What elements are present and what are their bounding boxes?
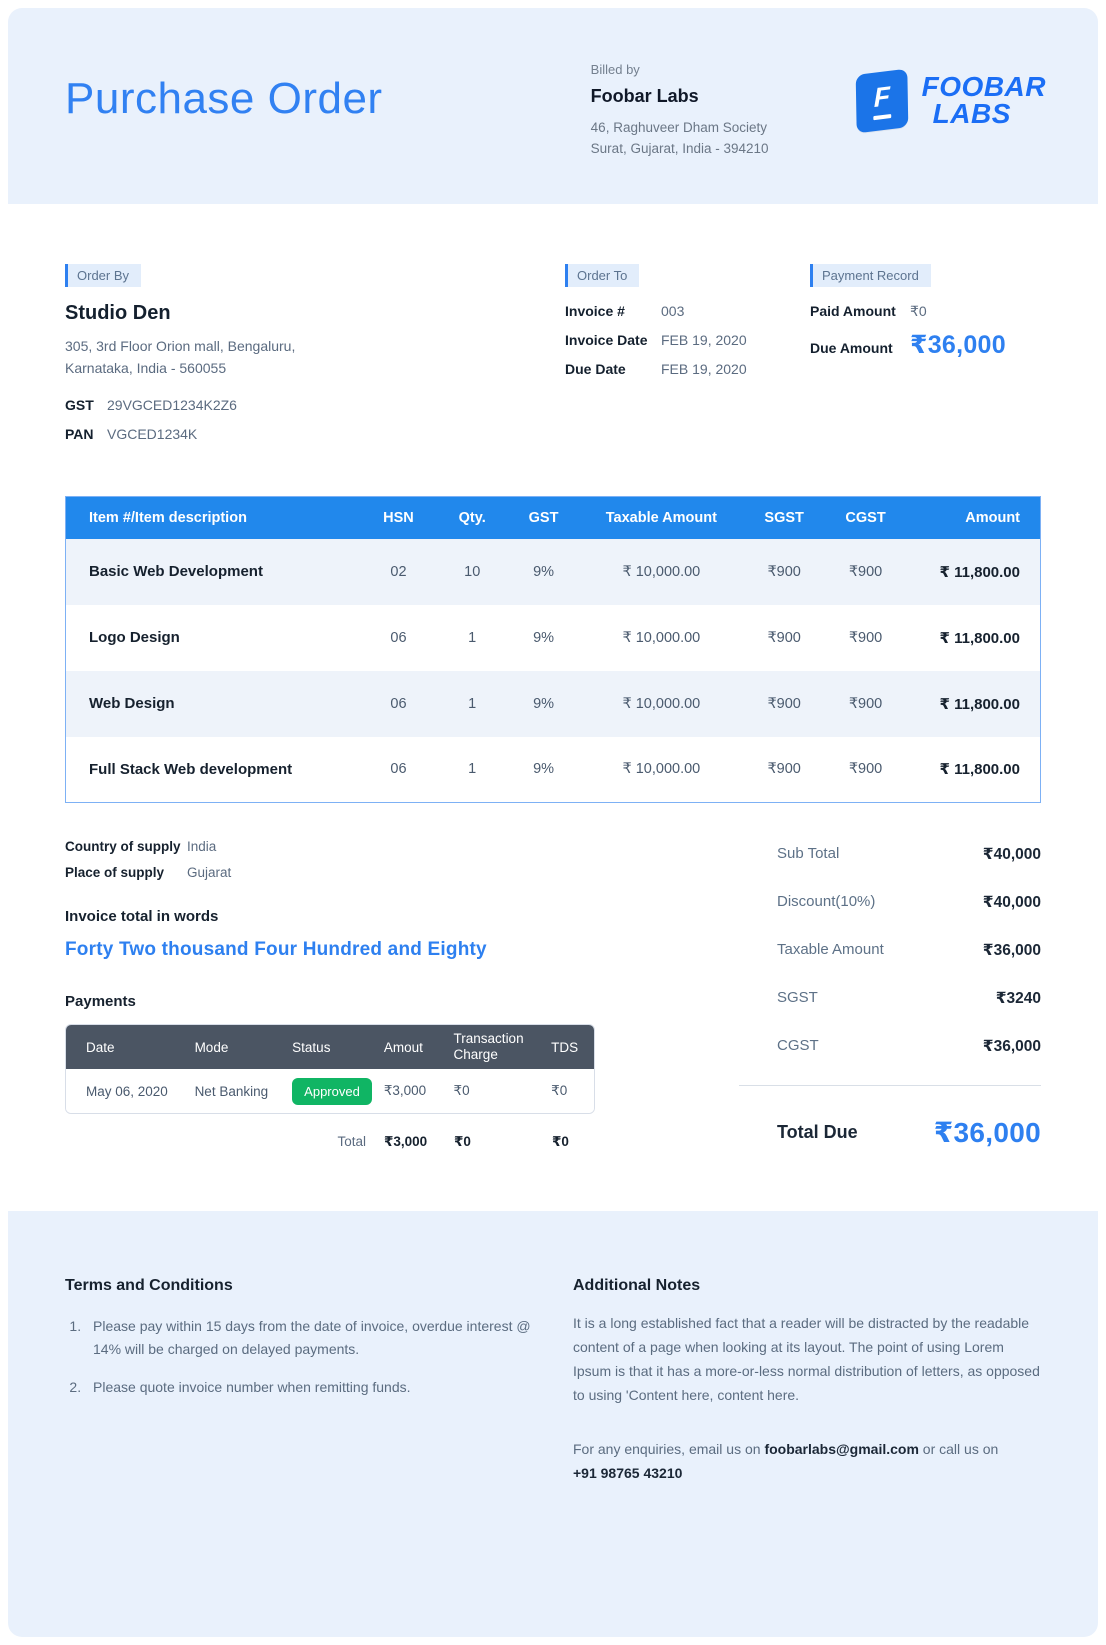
total-due-value: ₹36,000 [933, 1117, 1041, 1148]
billed-by-address-line2: Surat, Gujarat, India - 394210 [590, 141, 769, 156]
sgst-label: SGST [777, 989, 818, 1006]
payment-row [66, 1069, 594, 1113]
pan-value: VGCED1234K [107, 426, 198, 442]
sgst-row [739, 989, 1041, 1008]
payments-table [65, 1024, 595, 1114]
order-by-address-line1: 305, 3rd Floor Orion mall, Bengaluru, [65, 338, 296, 354]
billed-by-address [591, 117, 856, 159]
notes-title: Additional Notes [573, 1276, 701, 1294]
document-body [8, 204, 1098, 1211]
discount-row [739, 893, 1041, 912]
terms-section [65, 1277, 535, 1577]
country-of-supply-value: India [187, 839, 217, 854]
payments-col-mode: Mode [194, 1039, 229, 1055]
payments-col-tds: TDS [551, 1039, 579, 1055]
payments-title: Payments [65, 993, 136, 1010]
item-taxable: ₹ 10,000.00 [580, 539, 742, 605]
subtotal-row [739, 845, 1041, 864]
item-taxable: ₹ 10,000.00 [580, 605, 742, 671]
item-hsn: 02 [359, 539, 438, 605]
payments-col-date: Date [86, 1039, 115, 1055]
payments-col-status: Status [292, 1039, 331, 1055]
item-name: Web Design [66, 671, 360, 737]
col-amount: Amount [905, 497, 1040, 539]
table-row [66, 605, 1041, 671]
taxable-amount-value: ₹36,000 [982, 942, 1041, 959]
billed-by-name: Foobar Labs [590, 86, 699, 106]
due-date-value: FEB 19, 2020 [661, 361, 747, 377]
table-row [66, 737, 1041, 803]
order-by-name: Studio Den [65, 302, 171, 324]
payments-col-amount: Amout [383, 1039, 423, 1055]
cgst-value: ₹36,000 [982, 1038, 1041, 1055]
due-amount-label: Due Amount [810, 340, 893, 356]
item-name: Full Stack Web development [66, 737, 360, 803]
terms-item: 1. Please pay within 15 days from the date of invoice, overdue interest @ 14% will be charged on delayed payments. [85, 1315, 535, 1361]
payments-total-transaction-charge: ₹0 [454, 1134, 471, 1150]
country-of-supply-label: Country of supply [65, 839, 181, 854]
terms-item: 2. Please quote invoice number when remitting funds. [85, 1376, 535, 1399]
gst-row [65, 397, 565, 413]
item-gst: 9% [507, 605, 581, 671]
parties-row [65, 264, 1041, 442]
order-to-rows [565, 303, 810, 377]
place-of-supply-label: Place of supply [65, 865, 165, 880]
subtotal-value: ₹40,000 [982, 846, 1041, 863]
enquiry-middle: or call us on [918, 1440, 999, 1457]
billed-by-label: Billed by [590, 62, 640, 77]
item-amount: ₹ 11,800.00 [905, 539, 1040, 605]
items-table-header [66, 497, 1041, 539]
page-title: Purchase Order [65, 74, 383, 123]
col-item-description: Item #/Item description [66, 497, 360, 539]
total-in-words-value: Forty Two thousand Four Hundred and Eighty [65, 939, 487, 960]
summary-panel [739, 845, 1041, 1157]
item-amount: ₹ 11,800.00 [905, 605, 1040, 671]
status-badge: Approved [292, 1078, 372, 1105]
table-row [66, 671, 1041, 737]
due-date-row [565, 361, 810, 377]
header-band [8, 8, 1098, 204]
item-taxable: ₹ 10,000.00 [580, 671, 742, 737]
invoice-date-value: FEB 19, 2020 [661, 332, 747, 348]
item-cgst: ₹900 [826, 671, 905, 737]
spacer [190, 1128, 288, 1156]
payments-total-amount: ₹3,000 [384, 1134, 428, 1150]
payment-transaction-charge: ₹0 [453, 1083, 470, 1099]
payment-amount: ₹3,000 [383, 1083, 427, 1099]
notes-body: It is a long established fact that a reader will be distracted by the readable content of a page when looking at its layout. The point of using Lorem Ipsum is that it has a more-or-less normal distribution of letters, as opposed to using 'Content here, content here. [573, 1314, 1040, 1403]
order-to-section [565, 264, 810, 390]
logo-monogram-badge [855, 69, 908, 134]
due-date-label: Due Date [565, 361, 626, 377]
total-in-words-label: Invoice total in words [65, 908, 219, 925]
item-sgst: ₹900 [742, 605, 826, 671]
logo-wordmark [921, 71, 1046, 129]
paid-amount-value: ₹0 [910, 303, 927, 319]
spacer [65, 1128, 190, 1156]
invoice-number-value: 003 [661, 303, 685, 319]
order-by-section [65, 264, 565, 442]
footer-band [8, 1211, 1098, 1637]
item-name: Basic Web Development [66, 539, 360, 605]
payment-record-section [810, 264, 1041, 370]
discount-label: Discount(10%) [777, 893, 876, 910]
lower-left-column [65, 839, 625, 1157]
logo-monogram: F [873, 80, 891, 113]
col-gst: GST [507, 497, 581, 539]
order-by-chip: Order By [65, 264, 141, 287]
logo-wordmark-line2: LABS [932, 98, 1011, 129]
paid-amount-row [810, 303, 1041, 320]
item-gst: 9% [507, 539, 581, 605]
order-to-chip: Order To [565, 264, 639, 287]
foobar-labs-logo [856, 72, 1046, 130]
col-sgst: SGST [742, 497, 826, 539]
order-by-address [65, 335, 565, 379]
item-qty: 10 [438, 539, 507, 605]
enquiry-email: foobarlabs@gmail.com [764, 1440, 919, 1457]
gst-label: GST [65, 397, 94, 413]
col-qty: Qty. [438, 497, 507, 539]
invoice-number-row [565, 303, 810, 319]
taxable-amount-label: Taxable Amount [777, 941, 884, 958]
payments-col-transaction-charge: Transaction Charge [453, 1031, 524, 1063]
item-name: Logo Design [66, 605, 360, 671]
item-sgst: ₹900 [742, 737, 826, 803]
payment-mode: Net Banking [194, 1083, 269, 1099]
discount-value: ₹40,000 [982, 894, 1041, 911]
paid-amount-label: Paid Amount [810, 303, 896, 319]
subtotal-label: Sub Total [777, 845, 840, 862]
cgst-row [739, 1037, 1041, 1056]
sgst-value: ₹3240 [995, 990, 1041, 1007]
table-row [66, 539, 1041, 605]
billed-by-address-line1: 46, Raghuveer Dham Society [590, 120, 768, 135]
order-by-address-line2: Karnataka, India - 560055 [65, 360, 227, 376]
item-hsn: 06 [359, 605, 438, 671]
item-sgst: ₹900 [742, 671, 826, 737]
item-gst: 9% [507, 671, 581, 737]
col-taxable-amount: Taxable Amount [580, 497, 742, 539]
place-of-supply-value: Gujarat [187, 865, 232, 880]
item-amount: ₹ 11,800.00 [905, 737, 1040, 803]
payments-total-label: Total [337, 1134, 366, 1150]
invoice-date-label: Invoice Date [565, 332, 648, 348]
document-card [8, 8, 1098, 1637]
total-due-label: Total Due [777, 1122, 858, 1142]
item-qty: 1 [438, 671, 507, 737]
logo-underline-icon [873, 113, 891, 119]
taxable-amount-row [739, 941, 1041, 960]
invoice-date-row [565, 332, 810, 348]
payment-date: May 06, 2020 [86, 1083, 168, 1099]
payments-total-tds: ₹0 [552, 1134, 569, 1150]
pan-row [65, 426, 565, 442]
enquiry-prefix: For any enquiries, email us on [573, 1440, 765, 1457]
payment-record-chip: Payment Record [810, 264, 931, 287]
gst-value: 29VGCED1234K2Z6 [107, 397, 237, 413]
lower-section [65, 839, 1041, 1157]
billed-by-block [591, 62, 856, 159]
item-hsn: 06 [359, 737, 438, 803]
enquiry-phone: +91 98765 43210 [573, 1464, 683, 1481]
item-cgst: ₹900 [826, 539, 905, 605]
total-due-row [739, 1116, 1041, 1149]
payment-record-rows [810, 303, 1041, 360]
pan-label: PAN [65, 426, 94, 442]
place-of-supply-row [65, 865, 625, 880]
additional-notes-section [573, 1277, 1041, 1577]
summary-divider [739, 1085, 1041, 1086]
items-table [65, 496, 1041, 803]
item-taxable: ₹ 10,000.00 [580, 737, 742, 803]
item-cgst: ₹900 [826, 605, 905, 671]
enquiry-line [573, 1437, 1041, 1485]
cgst-label: CGST [777, 1037, 819, 1054]
item-gst: 9% [507, 737, 581, 803]
item-qty: 1 [438, 605, 507, 671]
payment-tds: ₹0 [551, 1083, 568, 1099]
item-amount: ₹ 11,800.00 [905, 671, 1040, 737]
item-cgst: ₹900 [826, 737, 905, 803]
item-hsn: 06 [359, 671, 438, 737]
col-cgst: CGST [826, 497, 905, 539]
payments-table-header [66, 1025, 594, 1069]
item-qty: 1 [438, 737, 507, 803]
terms-list [65, 1315, 535, 1399]
payment-status [288, 1072, 380, 1111]
due-amount-value: ₹36,000 [910, 331, 1006, 359]
invoice-number-label: Invoice # [565, 303, 625, 319]
logo-wordmark-line1: FOOBAR [921, 71, 1046, 103]
col-hsn: HSN [359, 497, 438, 539]
due-amount-row [810, 330, 1041, 360]
terms-title: Terms and Conditions [65, 1276, 233, 1294]
country-of-supply-row [65, 839, 625, 854]
item-sgst: ₹900 [742, 539, 826, 605]
payments-total-row [65, 1128, 595, 1156]
